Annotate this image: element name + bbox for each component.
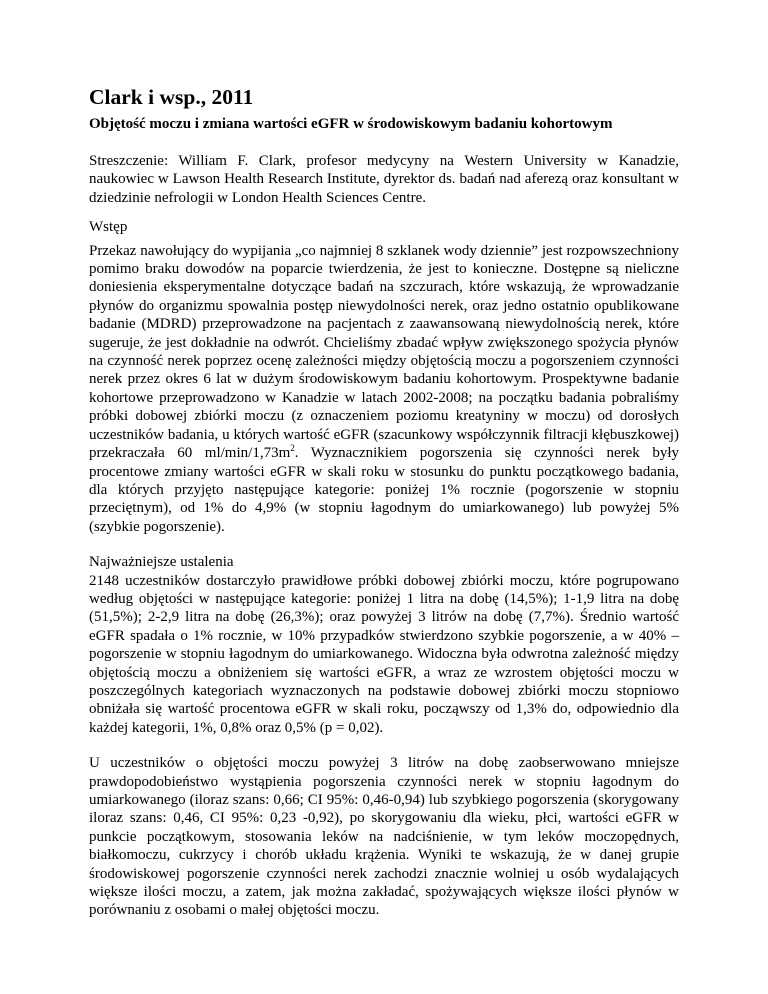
- intro-text-part1: Przekaz nawołujący do wypijania „co najmniej 8 szklanek wody dziennie” jest rozpowszechniony pomimo braku dowodów na poparcie twierdzenia, że jest to konieczne. Dostępne są nieliczne doniesienia eksperymentalne dotyczące badań na szczurach, które wskazują, że wprowadzanie płynów do organizmu spowalnia postęp niewydolności nerek, oraz jedno ostatnio opublikowane badanie (MDRD) przeprowadzone na pacjentach z zaawansowaną niewydolnością nerek, które sugeruje, że jest dokładnie na odwrót. Chcieliśmy zbadać wpływ zwiększonego spożycia płynów na czynność nerek poprzez ocenę zależności między objętością moczu a pogorszeniem czynności nerek przez okres 6 lat w dużym środowiskowym badaniu kohortowym. Prospektywne badanie kohortowe przeprowadzono w Kanadzie w latach 2002-2008; na początku badania pobraliśmy próbki dobowej zbiórki moczu (z oznaczeniem poziomu kreatyniny w moczu) od dorosłych uczestników badania, u których wartość eGFR (szacunkowy współczynnik filtracji kłębuszkowej) przekraczała 60 ml/min/1,73m: [89, 242, 679, 462]
- document-title: Clark i wsp., 2011: [89, 85, 254, 109]
- intro-superscript: 2: [290, 443, 295, 454]
- document-page: [89, 84, 679, 920]
- intro-text-part2: . Wyznacznikiem pogorszenia się czynności nerek były procentowe zmiany wartości eGFR w skali roku w stosunku do punktu początkowego badania, dla których przyjęto następujące kategorie: poniżej 1% rocznie (pogorszenie w stopniu przeciętnym), od 1% do 4,9% (w stopniu łagodnym do umiarkowanego) lub powyżej 5% (szybkie pogorszenie).: [89, 445, 679, 535]
- document-subtitle: Objętość moczu i zmiana wartości eGFR w środowiskowym badaniu kohortowym: [89, 116, 613, 132]
- findings-paragraph: 2148 uczestników dostarczyło prawidłowe próbki dobowej zbiórki moczu, które pogrupowano według objętości w następujące kategorie: poniżej 1 litra na dobę (14,5%); 1-1,9 litra na dobę (51,5%); 2-2,9 litra na dobę (26,3%); oraz powyżej 3 litrów na dobę (7,7%). Średnio wartość eGFR spadała o 1% rocznie, w 10% przypadków stwierdzono szybkie pogorszenie, a w 40% – pogorszenie w stopniu łagodnym do umiarkowanego. Widoczna była odwrotna zależność między objętością moczu a obniżeniem się wartości eGFR, a wraz ze wzrostem objętości moczu w poszczególnych kategoriach wyznaczonych na podstawie dobowej zbiórki moczu stopniowo obniżała się wartość procentowa eGFR w skali roku, począwszy od 1,3% do, odpowiednio dla każdej kategorii, 1%, 0,8% oraz 0,5% (p = 0,02).: [89, 572, 679, 736]
- conclusion-paragraph: U uczestników o objętości moczu powyżej 3 litrów na dobę zaobserwowano mniejsze prawdopodobieństwo wystąpienia pogorszenia czynności nerek w stopniu łagodnym do umiarkowanego (iloraz szans: 0,66; CI 95%: 0,46-0,94) lub szybkiego pogorszenia (skorygowany iloraz szans: 0,46, CI 95%: 0,23 -0,92), po skorygowaniu dla wieku, płci, wartości eGFR w punkcie początkowym, stosowania leków na nadciśnienie, w tym leków moczopędnych, białkomoczu, cukrzycy i chorób układu krążenia. Wyniki te wskazują, że w danej grupie środowiskowej pogorszenie czynności nerek zachodzi znacznie wolniej u osób wydalających większe ilości moczu, a zatem, jak można zakładać, spożywających większe ilości płynów w porównaniu z osobami o małej objętości moczu.: [89, 755, 679, 919]
- findings-heading: Najważniejsze ustalenia: [89, 554, 234, 571]
- intro-paragraph: [89, 242, 679, 537]
- intro-heading: Wstęp: [89, 219, 128, 236]
- summary-paragraph: Streszczenie: William F. Clark, profesor medycyny na Western University w Kanadzie, naukowiec w Lawson Health Research Institute, dyrektor ds. badań nad aferezą oraz konsultant w dziedzinie nefrologii w London Health Sciences Centre.: [89, 153, 679, 206]
